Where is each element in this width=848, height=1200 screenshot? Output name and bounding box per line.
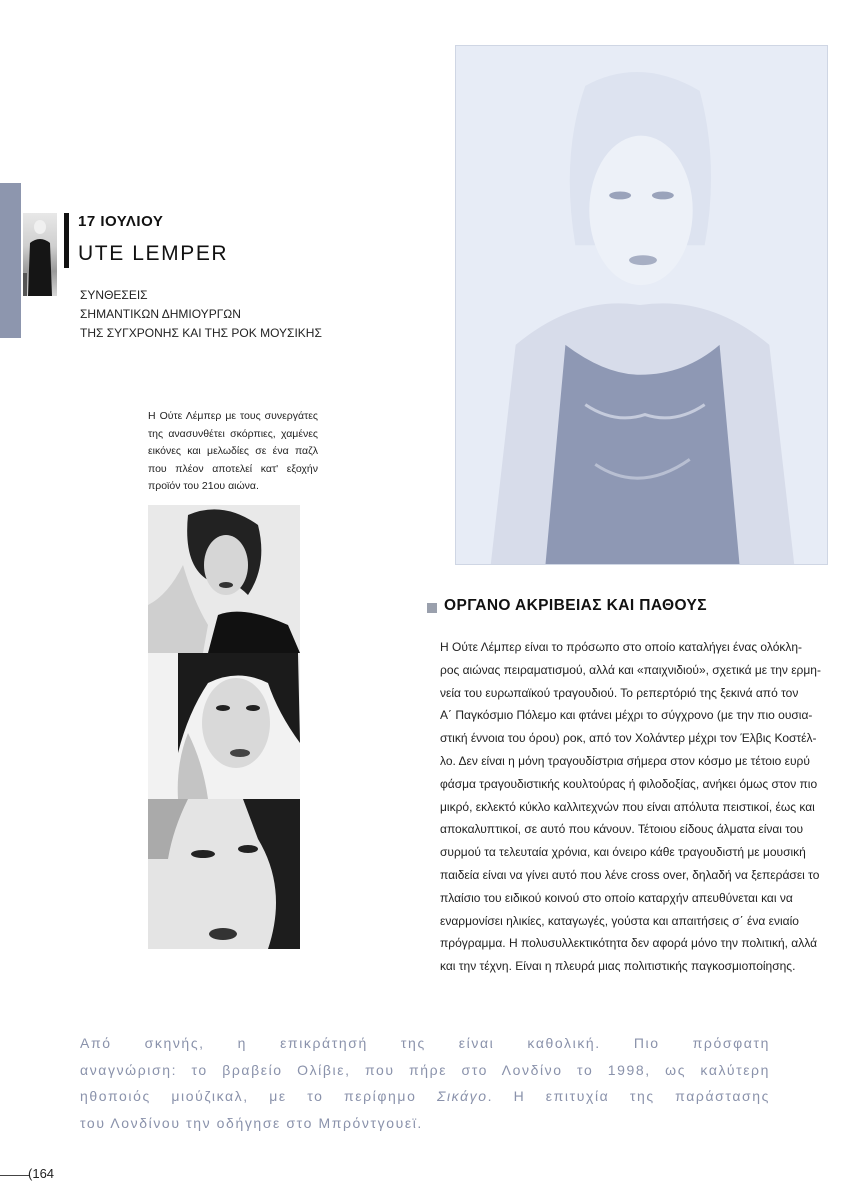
pull-quote <box>80 1030 770 1136</box>
subtitle-line-2: ΣΗΜΑΝΤΙΚΩΝ ΔΗΜΙΟΥΡΓΩΝ <box>80 307 241 321</box>
page-number: (164 <box>28 1166 55 1181</box>
portrait-photo-2 <box>148 653 300 799</box>
date-bar <box>64 213 69 268</box>
body-line: παιδεία είναι να γίνει αυτό που λένε cross over, δηλαδή να ξεπεράσει το <box>440 867 820 882</box>
portrait-photo-1 <box>148 505 300 653</box>
event-date: 17 ΙΟΥΛΙΟΥ <box>78 213 164 230</box>
main-portrait-photo <box>455 45 828 565</box>
thumbnail-photo <box>23 213 57 296</box>
folio-rule <box>0 1175 29 1176</box>
body-line: νεία του ευρωπαϊκού τραγουδιού. Το ρεπερτόριό της ξεκινά από τον <box>440 685 799 700</box>
article-body <box>440 636 821 978</box>
subtitle-line-1: ΣΥΝΘΕΣΕΙΣ <box>80 288 148 302</box>
body-line: αποκαλυπτικοί, σε αυτό που κάνουν. Τέτοιου είδους άλματα είναι του <box>440 822 804 837</box>
body-line: πρόγραμμα. Η πολυσυλλεκτικότητα δεν αφορά μόνο την πολιτική, αλλά <box>440 936 818 951</box>
body-line: στική έννοια του όρου) ροκ, από τον Χολάντερ μέχρι τον Έλβις Κοστέλ- <box>440 731 817 746</box>
body-line: και την τέχνη. Είναι η πλευρά μιας πολιτιστικής παγκοσμιοποίησης. <box>440 959 796 974</box>
quote-line-3-end: . Η επιτυχία της παράστασης <box>487 1088 770 1104</box>
section-marker <box>427 603 437 613</box>
body-line: ρος αιώνας πειραματισμού, αλλά και «παιχνιδιού», σχετικά με την ερμη- <box>440 662 821 677</box>
quote-line-2: αναγνώριση: το βραβείο Ολίβιε, που πήρε στο Λονδίνο το 1998, ως καλύτερη <box>80 1061 770 1078</box>
quote-line-4: του Λονδίνου την οδήγησε στο Μπρόντγουεϊ. <box>80 1114 423 1131</box>
body-line: συρμού τα τελευταία χρόνια, και όνειρο κάθε τραγουδιστή με μουσική <box>440 845 806 860</box>
quote-italic-title: Σικάγο <box>436 1088 488 1104</box>
page-number-value: 164 <box>32 1166 55 1181</box>
artist-name: UTE LEMPER <box>78 242 229 265</box>
body-line: Α΄ Παγκόσμιο Πόλεμο και φτάνει μέχρι το σύγχρονο (με την πιο ουσια- <box>440 708 813 723</box>
body-line: φάσμα τραγουδιστικής κουλτούρας ή φιλοδοξίας, ανήκει όμως στον πιο <box>440 776 818 791</box>
body-line: εναρμονίσει ηλικίες, καταγωγές, γούστα και απαιτήσεις σ΄ ένα ενιαίο <box>440 913 799 928</box>
quote-line-1: Από σκηνής, η επικράτησή της είναι καθολική. Πιο πρόσφατη <box>80 1035 770 1051</box>
quote-line-3 <box>80 1083 770 1110</box>
body-line: λο. Δεν είναι η μόνη τραγουδίστρια σήμερα στον κόσμο με τέτοιο ευρύ <box>440 753 810 768</box>
quote-line-3-start: ηθοποιός μιούζικαλ, με το περίφημο <box>80 1088 437 1104</box>
intro-paragraph: Η Ούτε Λέμπερ με τους συνεργάτες της ανασυνθέτει σκόρπιες, χαμένες εικόνες και μελωδίες σε ένα παζλ που πλέον αποτελεί κατ' εξοχήν προϊόν του 21ου αιώνα. <box>148 410 318 492</box>
portrait-photo-3 <box>148 799 300 949</box>
body-line: μικρό, εκλεκτό κύκλο καλλιτεχνών που είναι απόλυτα πειστικοί, έως και <box>440 799 815 814</box>
section-title: ΟΡΓΑΝΟ ΑΚΡΙΒΕΙΑΣ ΚΑΙ ΠΑΘΟΥΣ <box>444 597 707 614</box>
body-line: πλαίσιο του ειδικού κοινού στο οποίο καταρχήν απευθύνεται και να <box>440 890 793 905</box>
side-tab <box>0 183 21 338</box>
subtitle-line-3: ΤΗΣ ΣΥΓΧΡΟΝΗΣ ΚΑΙ ΤΗΣ ΡΟΚ ΜΟΥΣΙΚΗΣ <box>80 326 322 340</box>
body-line: Η Ούτε Λέμπερ είναι το πρόσωπο στο οποίο καταλήγει ένας ολόκλη- <box>440 640 803 654</box>
